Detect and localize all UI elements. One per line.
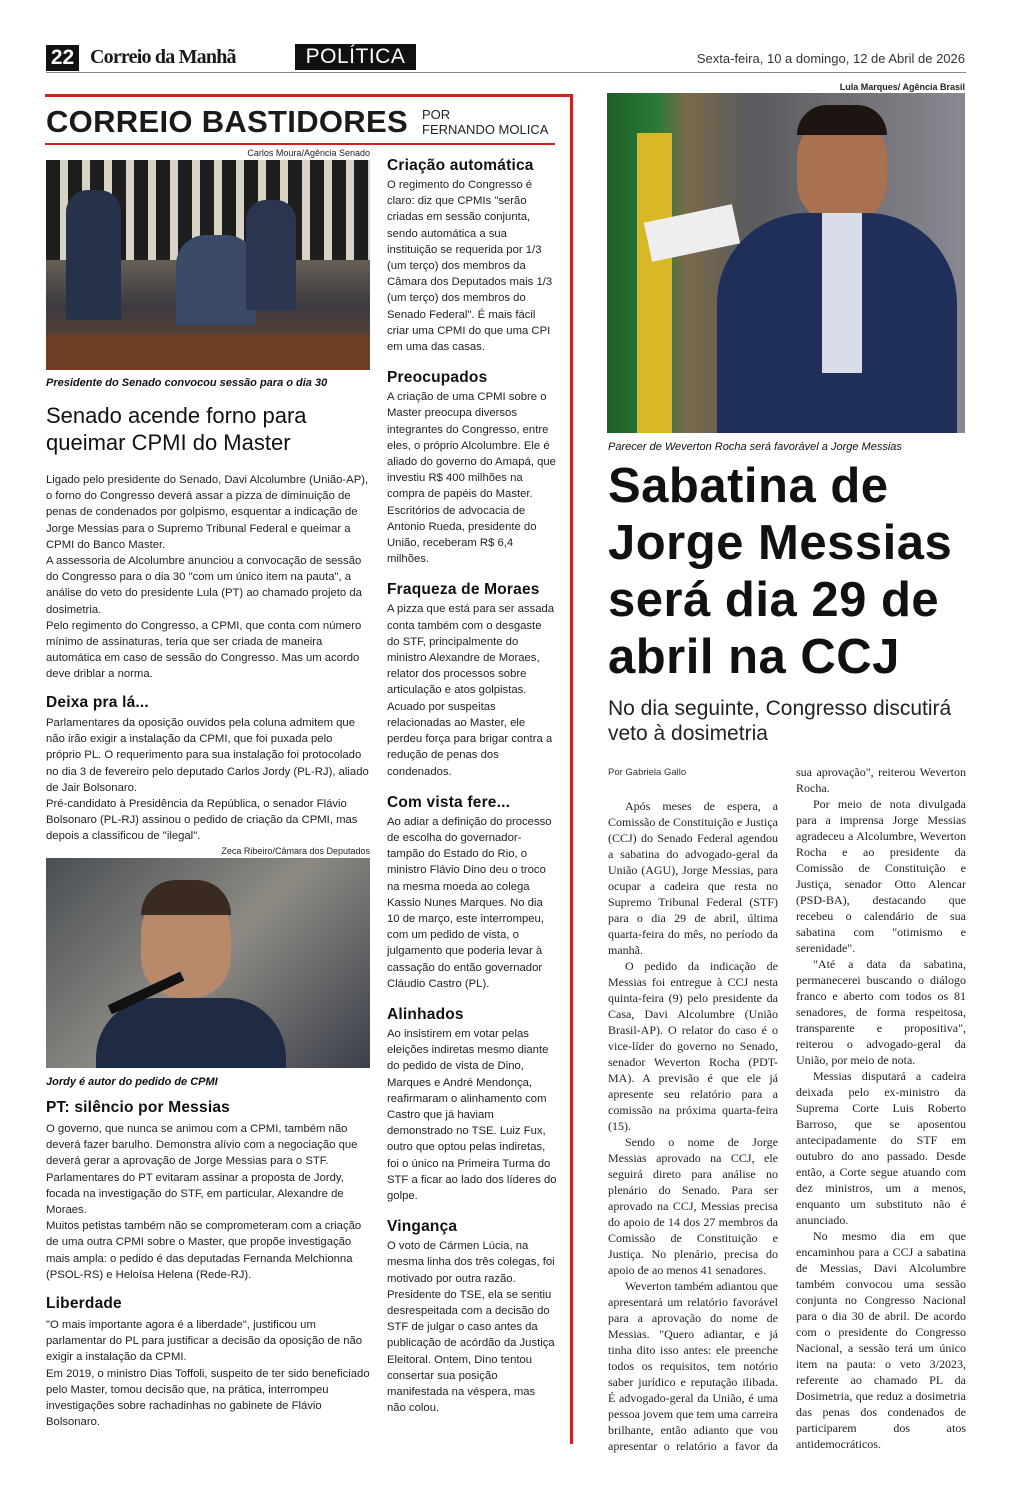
column-frame-top: [45, 94, 573, 97]
note: [387, 369, 557, 567]
note-text: O regimento do Congresso é claro: diz que CPMIs "serão criadas em sessão conjunta, sendo automática a sua instituição se requerida por 1/3 (um terço) dos membros da Câmara dos Deputados mais 1/3 (um terço) dos membros do Senado Federal". É mais fácil criar uma CPMI do que uma CPI em uma das casas.: [387, 179, 553, 354]
byline-author: FERNANDO MOLICA: [422, 122, 549, 137]
column-notes: [387, 157, 557, 1430]
paragraph: "O mais importante agora é a liberdade", justificou um parlamentar do PL para justificar a decisão da oposição de não exigir a instalação da CPMI.: [46, 1319, 363, 1364]
paragraph: Ligado pelo presidente do Senado, Davi Alcolumbre (União-AP), o forno do Congresso deverá assar a pizza de diminuição de penas de condenados por golpismo, esquentar a indicação de Jorge Messias para o Supremo Tribunal Federal e queimar a CPMI do Banco Master.: [46, 474, 369, 551]
note-title: Alinhados: [387, 1005, 464, 1023]
note-title: Com vista fere...: [387, 793, 511, 811]
paragraph: O governo, que nunca se animou com a CPMI, também não deverá fazer barulho. Demonstra alívio com a negociação que deverá gerar a aprovação de Jorge Messias para o STF. Parlamentares do PT evitaram assinar a proposta de Jordy, focada na investigação do STF, em particular, Alexandre de Moraes.: [46, 1123, 358, 1217]
column-lead: [46, 472, 370, 683]
photo-caption: Jordy é autor do pedido de CPMI: [46, 1076, 218, 1088]
article-subheadline: No dia seguinte, Congresso discutirá veto à dosimetria: [608, 697, 952, 745]
paragraph: "Até a data da sabatina, permanecerei buscando o diálogo franco e aberto com todos os 81 senadores, de forma respeitosa, transparente e propositiva", reiterou o advogado-geral da União, por meio de nota.: [796, 957, 966, 1067]
senator-photo: [607, 93, 965, 433]
section-label: POLÍTICA: [295, 44, 416, 70]
note-text: O voto de Cármen Lúcia, na mesma linha dos três colegas, foi motivado por outra razão. Presidente do TSE, ela se sentiu desrespeitada com a decisão do STF de julgar o caso antes da publicação de acórdão da Justiça Eleitoral. Ontem, Dino tentou consertar sua posição manifestada na véspera, mas não colou.: [387, 1240, 555, 1415]
paragraph: Weverton também adiantou que apresentará um relatório favorável para a aprovação do nome de Messias. "Quero adiantar, e já tinha dito isso antes: ele preenche todos os requisitos, tem notório saber jurídico e reputação ilibada. É advogado-geral da União, é uma pessoa jovem que tem uma carreira brilhante, então adianto que vou apresentar o relatório a favor da sua aprovação", reiterou Weverton Rocha.: [608, 765, 966, 1453]
masthead-logo: Correio da Manhã: [90, 46, 236, 68]
photo-credit: Carlos Moura/Agência Senado: [247, 148, 370, 158]
note: [387, 1006, 557, 1204]
section-text: [46, 1121, 370, 1283]
note-text: A criação de uma CPMI sobre o Master preocupa diversos integrantes do Congresso, entre eles, o próprio Alcolumbre. Ele é aliado do governo do Amapá, que investiu R$ 400 milhões na compra de papéis do Master. Escritórios de advocacia de Antonio Rueda, presidente do União, receberam R$ 6,4 milhões.: [387, 391, 556, 566]
page-number: 22: [46, 45, 79, 71]
paragraph: No mesmo dia em que encaminhou para a CCJ a sabatina de Messias, Davi Alcolumbre também convocou uma sessão conjunta no Congresso Nacional para o dia 30 de abril. De acordo com o presidente do Congresso Nacional, a sessão terá um único item na pauta: o veto 3/2023, referente ao chamado PL da Dosimetria, que reduz a dosimetria das penas dos condenados de participarem dos atos antidemocráticos.: [796, 1229, 966, 1451]
note: [387, 581, 557, 779]
paragraph: Messias disputará a cadeira deixada pelo ex-ministro da Suprema Corte Luis Roberto Barroso, que se aposentou antecipadamente do STF em outubro do ano passado. Desde então, a Corte segue atuando com dez ministros, um a menos, enquanto um substituto não é anunciado.: [796, 1069, 966, 1227]
column-byline: [422, 107, 548, 137]
subhead: Liberdade: [46, 1295, 122, 1312]
note-text: Ao adiar a definição do processo de escolha do governador-tampão do Estado do Rio, o ministro Flávio Dino deu o troco na mesma moeda ao colega Kassio Nunes Marques. No dia 10 de março, este interrompeu, com um pedido de vista, o julgamento que poderia levar à cassação do então governador Cláudio Castro (PL).: [387, 815, 552, 990]
section-text: [46, 715, 370, 845]
note: [387, 794, 557, 992]
paragraph: Pré-candidato à Presidência da República, o senador Flávio Bolsonaro (PL-RJ) assinou o pedido de criação da CPMI, mas depois a classificou de "ilegal".: [46, 798, 358, 843]
photo-credit: Lula Marques/ Agência Brasil: [839, 82, 965, 92]
paragraph: Em 2019, o ministro Dias Toffoli, suspeito de ter sido beneficiado pelo Master, tomou decisão que, na prática, interrompeu investigações sobre rachadinhas no gabinete de Flávio Bolsonaro.: [46, 1367, 370, 1429]
paragraph: A assessoria de Alcolumbre anunciou a convocação de sessão do Congresso para o dia 30 "com um único item na pauta", a análise do veto do presidente Lula (PT) ao chamado projeto da dosimetria.: [46, 555, 362, 616]
column-title-underline: [45, 143, 555, 145]
column-frame-right: [570, 94, 573, 1444]
note-title: Vingança: [387, 1218, 458, 1236]
photo-caption: Presidente do Senado convocou sessão para o dia 30: [46, 377, 328, 389]
paragraph: Pelo regimento do Congresso, a CPMI, que conta com número mínimo de assinaturas, teria que ser criada de maneira automática em caso de sessão do Congresso. Mas um acordo deve driblar a norma.: [46, 619, 362, 681]
note-text: A pizza que está para ser assada conta também com o desgaste do STF, principalmente do ministro Alexandre de Moraes, relator dos processos sobre articulação e atos golpistas. Acuado por suspeitas relacionadas ao Master, ele perdeu força para brigar contra a redução de penas dos condenados.: [387, 603, 555, 778]
column-title: CORREIO BASTIDORES: [46, 104, 408, 139]
section-text: [46, 1317, 370, 1430]
photo-caption: Parecer de Weverton Rocha será favorável a Jorge Messias: [608, 441, 902, 453]
subhead: PT: silêncio por Messias: [46, 1099, 230, 1116]
note-title: Preocupados: [387, 369, 488, 387]
note: [387, 157, 557, 355]
paragraph: Por meio de nota divulgada para a imprensa Jorge Messias agradeceu a Alcolumbre, Weverton Rocha e ao presidente da Comissão de Constituição e Justiça, senador Otto Alencar (PSD-BA), destacando que recebeu o calendário de sua sabatina com "otimismo e serenidade".: [796, 797, 966, 955]
note-title: Fraqueza de Moraes: [387, 581, 540, 599]
header-divider: [46, 72, 966, 73]
article-byline: Por Gabriela Gallo: [608, 767, 687, 778]
note-title: Criação automática: [387, 157, 534, 174]
photo-credit: Zeca Ribeiro/Câmara dos Deputados: [221, 846, 370, 856]
column-headline: Senado acende forno para queimar CPMI do Master: [46, 403, 307, 455]
paragraph: Muitos petistas também não se comprometeram com a criação de uma outra CPMI sobre o Master, que propõe investigação mais ampla: o pedido é das deputadas Fernanda Melchionna (PSOL-RS) e Heloísa Helena (Rede-RJ).: [46, 1220, 362, 1281]
article-body: [608, 764, 966, 1454]
article-headline: Sabatina de Jorge Messias será dia 29 de abril na CCJ: [608, 459, 953, 684]
paragraph: Sendo o nome de Jorge Messias aprovado na CCJ, ele seguirá direto para análise no plenário do Senado. Para ser aprovado na CCJ, Messias precisa do apoio de 14 dos 27 membros da Comissão de Constituição e Justiça. No plenário, precisa do apoio de ao menos 41 senadores.: [608, 1135, 778, 1277]
paragraph: Após meses de espera, a Comissão de Constituição e Justiça (CCJ) do Senado Federal agendou a sabatina do advogado-geral da União (AGU), Jorge Messias, para ocupar a cadeira que resta no Supremo Tribunal Federal (STF) para o dia 29 de abril, última quarta-feira do mês, no período da manhã.: [608, 799, 778, 957]
edition-date: Sexta-feira, 10 a domingo, 12 de Abril de 2026: [696, 51, 965, 66]
note-text: Ao insistirem em votar pelas eleições indiretas mesmo diante do pedido de vista de Dino, Marques e André Mendonça, reafirmaram o alinhamento com Castro que já haviam demonstrado no TSE. Luiz Fux, outro que optou pelas indiretas, foi o único na Primeira Turma do STF a ficar ao lado dos líderes do golpe.: [387, 1027, 557, 1202]
paragraph: O pedido da indicação de Messias foi entregue à CCJ nesta quinta-feira (9) pelo presidente da Casa, Davi Alcolumbre (União Brasil-AP). O relator do caso é o vice-líder do governo no Senado, senador Weverton Rocha (PDT-MA). A previsão é que ele já apresente seu relatório para a comissão na próxima quarta-feira (15).: [608, 959, 778, 1133]
subhead: Deixa pra lá...: [46, 694, 149, 711]
byline-por: POR: [422, 107, 451, 122]
deputy-photo: [46, 858, 370, 1068]
senate-photo: [46, 160, 370, 370]
note: [387, 1218, 557, 1416]
paragraph: Parlamentares da oposição ouvidos pela coluna admitem que não irão exigir a instalação da CPMI, que foi puxada pelo próprio PL. O requerimento para sua instalação foi protocolado no dia 3 de fevereiro pelo deputado Carlos Jordy (PL-RJ), aliado de Jair Bolsonaro.: [46, 717, 369, 794]
